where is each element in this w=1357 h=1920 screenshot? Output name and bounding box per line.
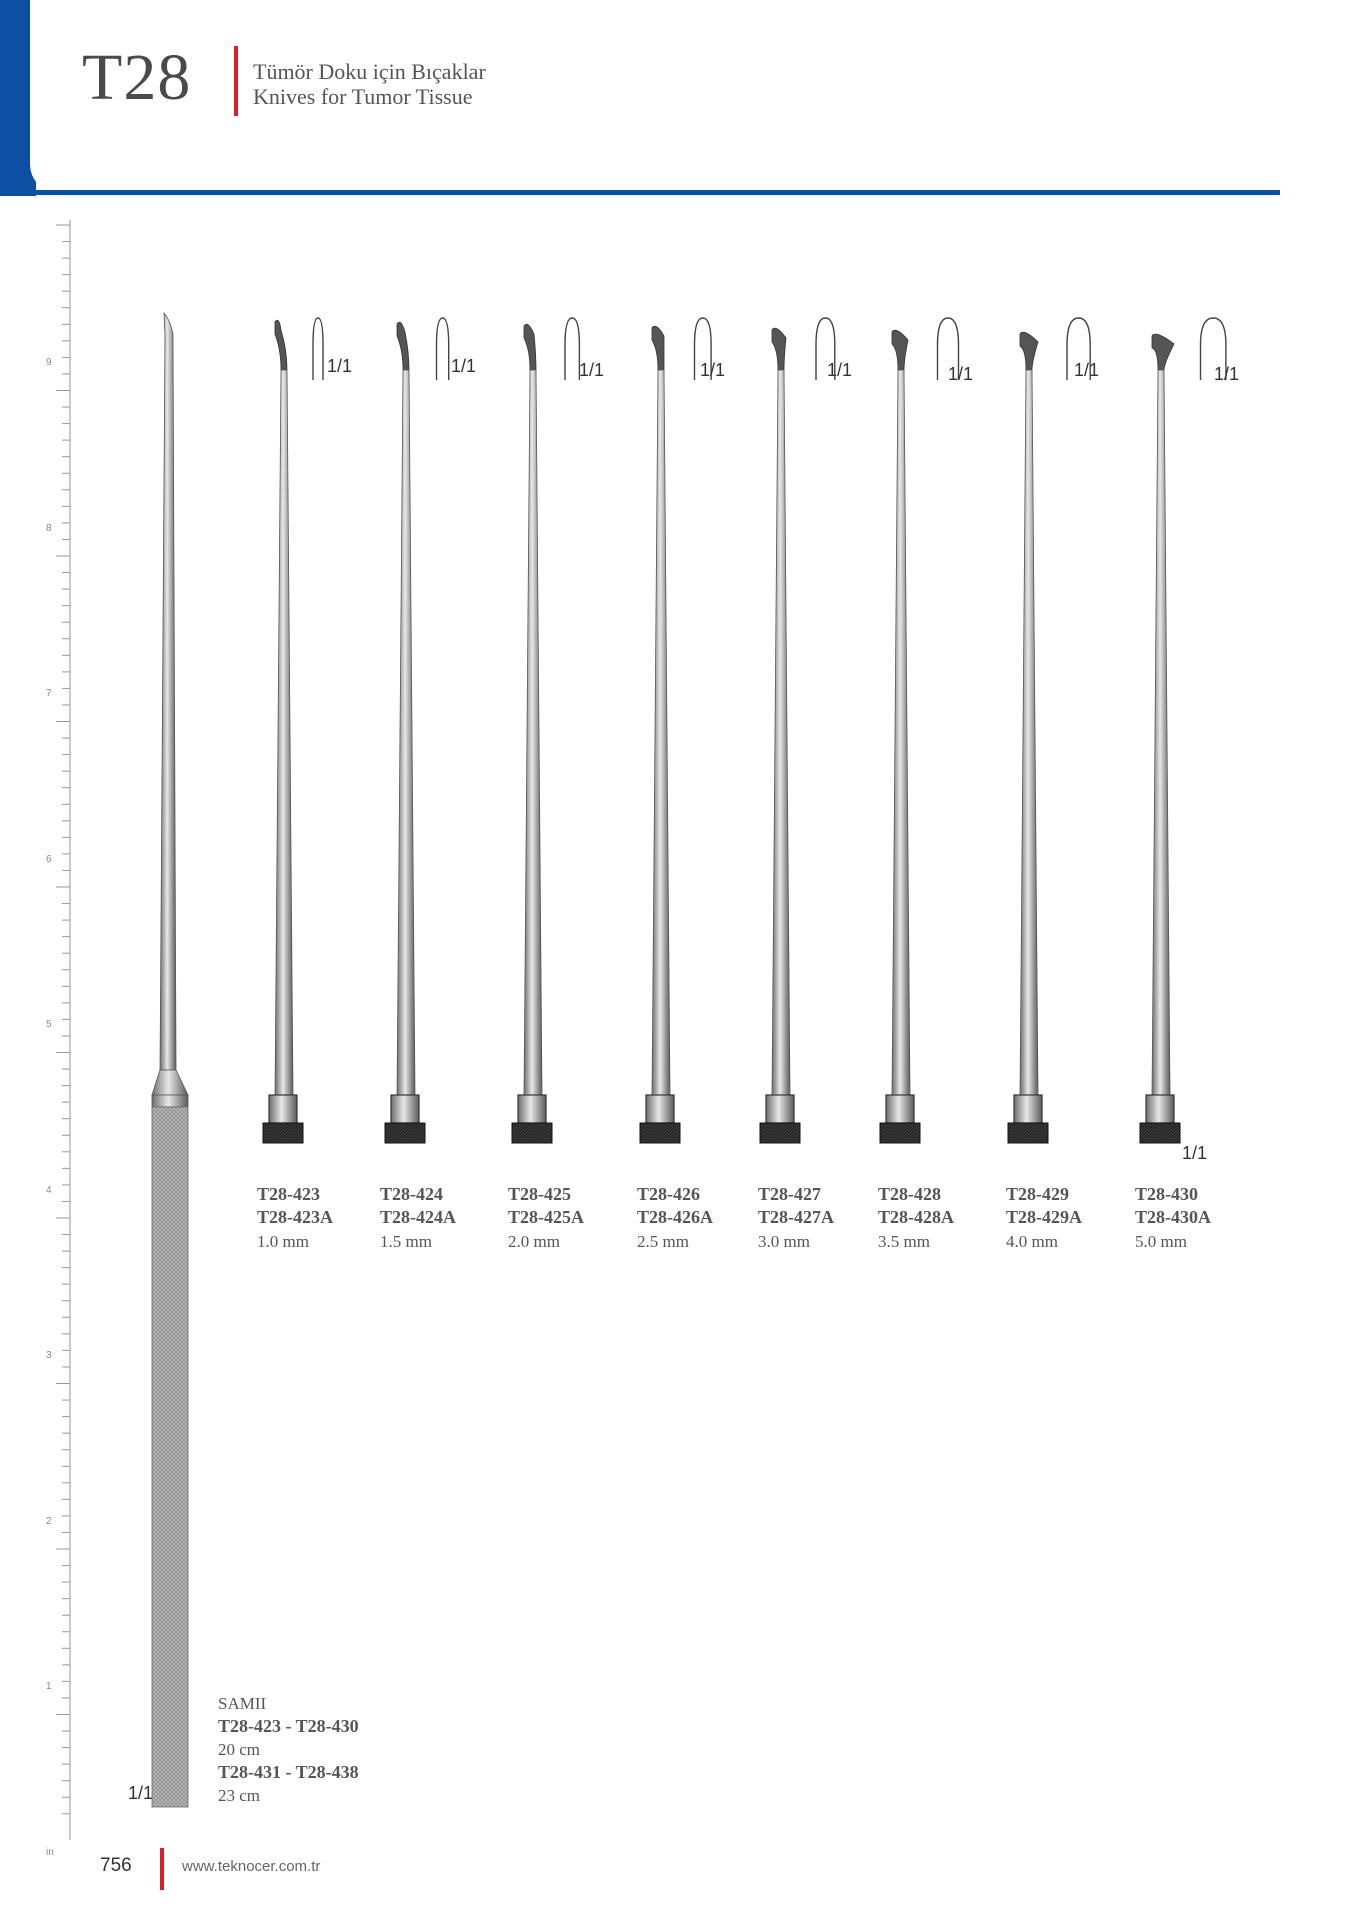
website-url: www.teknocer.com.tr: [182, 1858, 321, 1875]
code: T28-423: [257, 1184, 320, 1204]
scale-label: 1/1: [1074, 360, 1100, 380]
code-a: T28-424A: [380, 1207, 456, 1227]
product-size: 5.0 mm: [1135, 1232, 1187, 1251]
code: T28-429: [1006, 1184, 1069, 1204]
product-code: [758, 1183, 834, 1229]
knife-tip: [772, 328, 786, 370]
knife-instrument: [880, 318, 959, 1143]
knife-tip: [1152, 334, 1174, 370]
ruler-number: 9: [46, 357, 52, 368]
knife-base: [640, 1123, 680, 1143]
code-a: T28-430A: [1135, 1207, 1211, 1227]
knife-collar: [646, 1095, 674, 1123]
scale-label: 1/1: [827, 360, 853, 380]
scale-label: 1/1: [948, 364, 974, 384]
knife-collar: [1146, 1095, 1174, 1123]
code-a: T28-427A: [758, 1207, 834, 1227]
ruler-number: 6: [46, 853, 52, 865]
ruler-number: 3: [46, 1350, 52, 1361]
knife-shaft: [772, 370, 790, 1095]
samii-length-2: 23 cm: [218, 1786, 261, 1805]
scale-label: 1/1: [700, 360, 726, 380]
knife-instrument: [512, 318, 579, 1143]
product-code: [508, 1183, 584, 1229]
code-a: T28-429A: [1006, 1207, 1082, 1227]
knife-collar: [518, 1095, 546, 1123]
knife-shaft: [1152, 370, 1170, 1095]
product-size: 3.5 mm: [878, 1232, 930, 1251]
product-code: [1135, 1183, 1211, 1229]
code-a: T28-423A: [257, 1207, 333, 1227]
knife-instrument: [1140, 318, 1226, 1143]
knife-collar: [391, 1095, 419, 1123]
title-english: Knives for Tumor Tissue: [253, 84, 473, 109]
ruler-number: 2: [46, 1515, 52, 1527]
code-a: T28-426A: [637, 1207, 713, 1227]
scale-label: 1/1: [128, 1783, 154, 1803]
scale-label: 1/1: [451, 356, 477, 376]
knife-tip: [892, 330, 908, 370]
knife-instrument: [263, 318, 323, 1143]
samii-range-2: T28-431 - T28-438: [218, 1762, 359, 1782]
product-size: 2.0 mm: [508, 1232, 560, 1251]
code-a: T28-425A: [508, 1207, 584, 1227]
knife-collar: [886, 1095, 914, 1123]
title-turkish: Tümör Doku için Bıçaklar: [253, 59, 486, 84]
product-code: [257, 1183, 333, 1229]
knife-base: [263, 1123, 303, 1143]
ruler-number: 5: [46, 1019, 52, 1030]
scale-label: 1/1: [579, 360, 605, 380]
knife-shaft: [892, 370, 910, 1095]
code: T28-424: [380, 1184, 443, 1204]
product-size: 4.0 mm: [1006, 1232, 1058, 1251]
product-size: 3.0 mm: [758, 1232, 810, 1251]
knife-tip: [524, 324, 536, 370]
product-size: 1.0 mm: [257, 1232, 309, 1251]
code: T28-425: [508, 1184, 571, 1204]
section-code: T28: [82, 41, 192, 114]
knife-collar: [1014, 1095, 1042, 1123]
product-size: 2.5 mm: [637, 1232, 689, 1251]
scale-label: 1/1: [327, 356, 353, 376]
samii-length-1: 20 cm: [218, 1740, 261, 1759]
code: T28-427: [758, 1184, 821, 1204]
knife-instrument: [760, 318, 835, 1143]
footer-divider: [160, 1848, 164, 1890]
knife-base: [1008, 1123, 1048, 1143]
samii-info: [218, 1692, 359, 1807]
knife-shaft: [652, 370, 670, 1095]
knife-base: [880, 1123, 920, 1143]
knife-tip: [275, 320, 287, 370]
knife-base: [1140, 1123, 1180, 1143]
knife-instrument: [1008, 318, 1090, 1143]
product-code: [637, 1183, 713, 1229]
product-code: [878, 1183, 954, 1229]
knife-shaft: [524, 370, 542, 1095]
product-code: [380, 1183, 456, 1229]
knife-tip: [397, 322, 409, 370]
ruler-number: 1: [46, 1681, 52, 1692]
product-size: 1.5 mm: [380, 1232, 432, 1251]
code-a: T28-428A: [878, 1207, 954, 1227]
ruler-number: 7: [46, 688, 52, 699]
ruler-number: 4: [46, 1184, 52, 1196]
code: T28-426: [637, 1184, 700, 1204]
page-number: 756: [100, 1855, 132, 1876]
full-instrument: [152, 313, 188, 1807]
code: T28-430: [1135, 1184, 1198, 1204]
knife-base: [760, 1123, 800, 1143]
scale-label: 1/1: [1214, 364, 1240, 384]
knife-tip: [1020, 332, 1038, 370]
ruler-unit: in: [46, 1847, 54, 1858]
knife-tip: [652, 326, 664, 370]
tip-front-view: [437, 318, 449, 380]
knife-shaft: [1020, 370, 1038, 1095]
knife-instrument: [640, 318, 711, 1143]
samii-name: SAMII: [218, 1694, 267, 1713]
knife-collar: [269, 1095, 297, 1123]
tip-front-view: [313, 318, 323, 380]
samii-range-1: T28-423 - T28-430: [218, 1716, 359, 1736]
knife-base: [512, 1123, 552, 1143]
knife-instrument: [385, 318, 449, 1143]
product-code: [1006, 1183, 1082, 1229]
ruler-number: 8: [46, 522, 52, 534]
knife-collar: [766, 1095, 794, 1123]
knife-base: [385, 1123, 425, 1143]
knife-shaft: [275, 370, 293, 1095]
knife-shaft: [397, 370, 415, 1095]
code: T28-428: [878, 1184, 941, 1204]
scale-label: 1/1: [1182, 1143, 1208, 1163]
tip-front-view: [565, 318, 579, 380]
